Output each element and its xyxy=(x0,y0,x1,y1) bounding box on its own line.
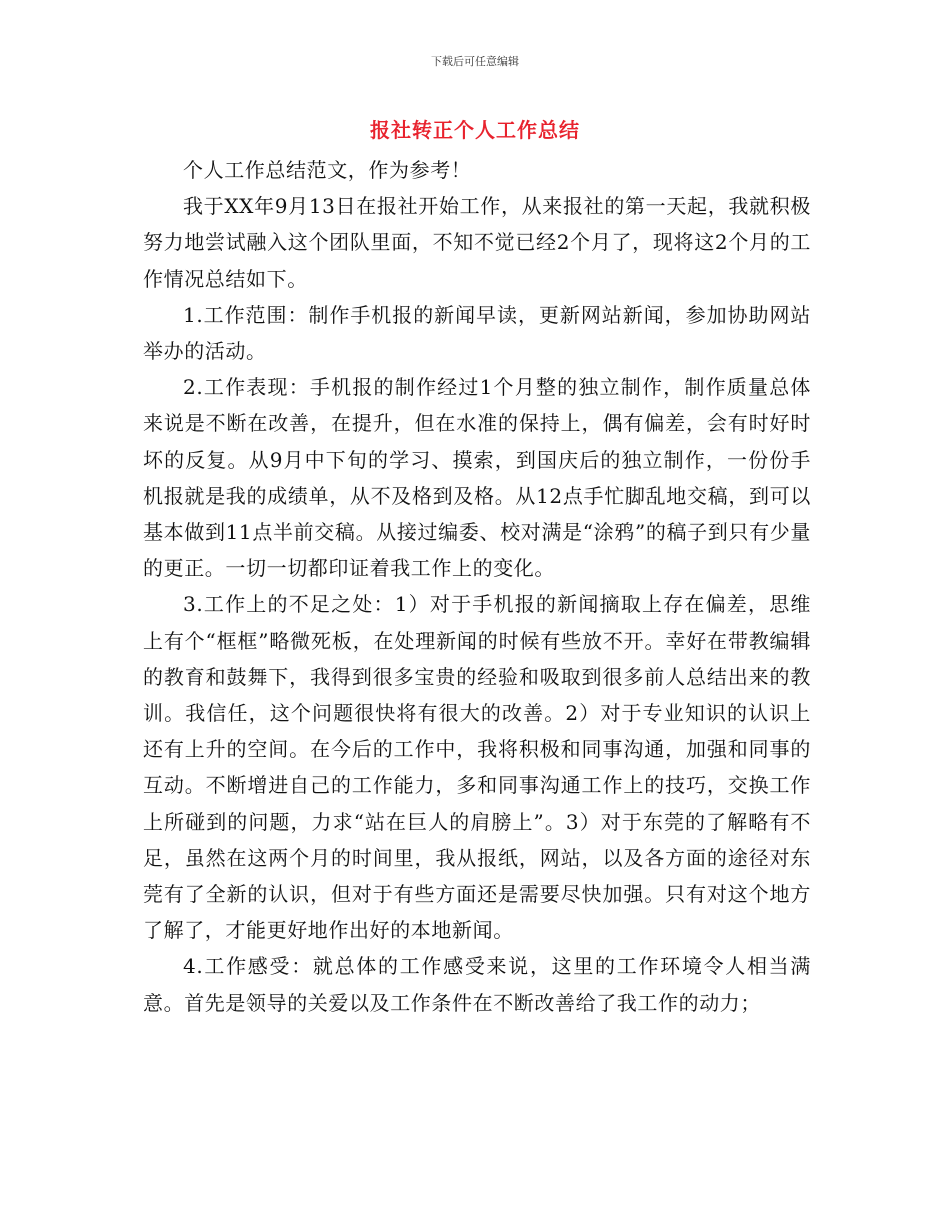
paragraph-start-date: 我于XX年9月13日在报社开始工作，从来报社的第一天起，我就积极努力地尝试融入这个团队里面，不知不觉已经2个月了，现将这2个月的工作情况总结如下。 xyxy=(143,194,811,291)
page-header-note: 下载后可任意编辑 xyxy=(431,55,519,68)
paragraph-work-performance: 2.工作表现：手机报的制作经过1个月整的独立制作，制作质量总体来说是不断在改善，在提升，但在水准的保持上，偶有偏差，会有时好时坏的反复。从9月中下旬的学习、摸索，到国庆后的独立制作，一份份手机报就是我的成绩单，从不及格到及格。从12点手忙脚乱地交稿，到可以基本做到11点半前交稿。从接过编委、校对满是“涂鸦”的稿子到只有少量的更正。一切一切都印证着我工作上的变化。 xyxy=(143,375,811,581)
paragraph-work-feelings: 4.工作感受：就总体的工作感受来说，这里的工作环境令人相当满意。首先是领导的关爱以及工作条件在不断改善给了我工作的动力； xyxy=(143,954,811,1015)
paragraph-work-scope: 1.工作范围：制作手机报的新闻早读，更新网站新闻，参加协助网站举办的活动。 xyxy=(143,302,811,364)
paragraph-intro: 个人工作总结范文，作为参考！ xyxy=(183,158,472,182)
paragraph-shortcomings: 3.工作上的不足之处：1）对于手机报的新闻摘取上存在偏差，思维上有个“框框”略微死板，在处理新闻的时候有些放不开。幸好在带教编辑的教育和鼓舞下，我得到很多宝贵的经验和吸取到很多前人总结出来的教训。我信任，这个问题很快将有很大的改善。2）对于专业知识的认识上还有上升的空间。在今后的工作中，我将积极和同事沟通，加强和同事的互动。不断增进自己的工作能力，多和同事沟通工作上的技巧，交换工作上所碰到的问题，力求“站在巨人的肩膀上”。3）对于东莞的了解略有不足，虽然在这两个月的时间里，我从报纸，网站，以及各方面的途径对东莞有了全新的认识，但对于有些方面还是需要尽快加强。只有对这个地方了解了，才能更好地作出好的本地新闻。 xyxy=(143,592,811,943)
document-title: 报社转正个人工作总结 xyxy=(370,118,580,142)
document-body xyxy=(143,152,811,1021)
